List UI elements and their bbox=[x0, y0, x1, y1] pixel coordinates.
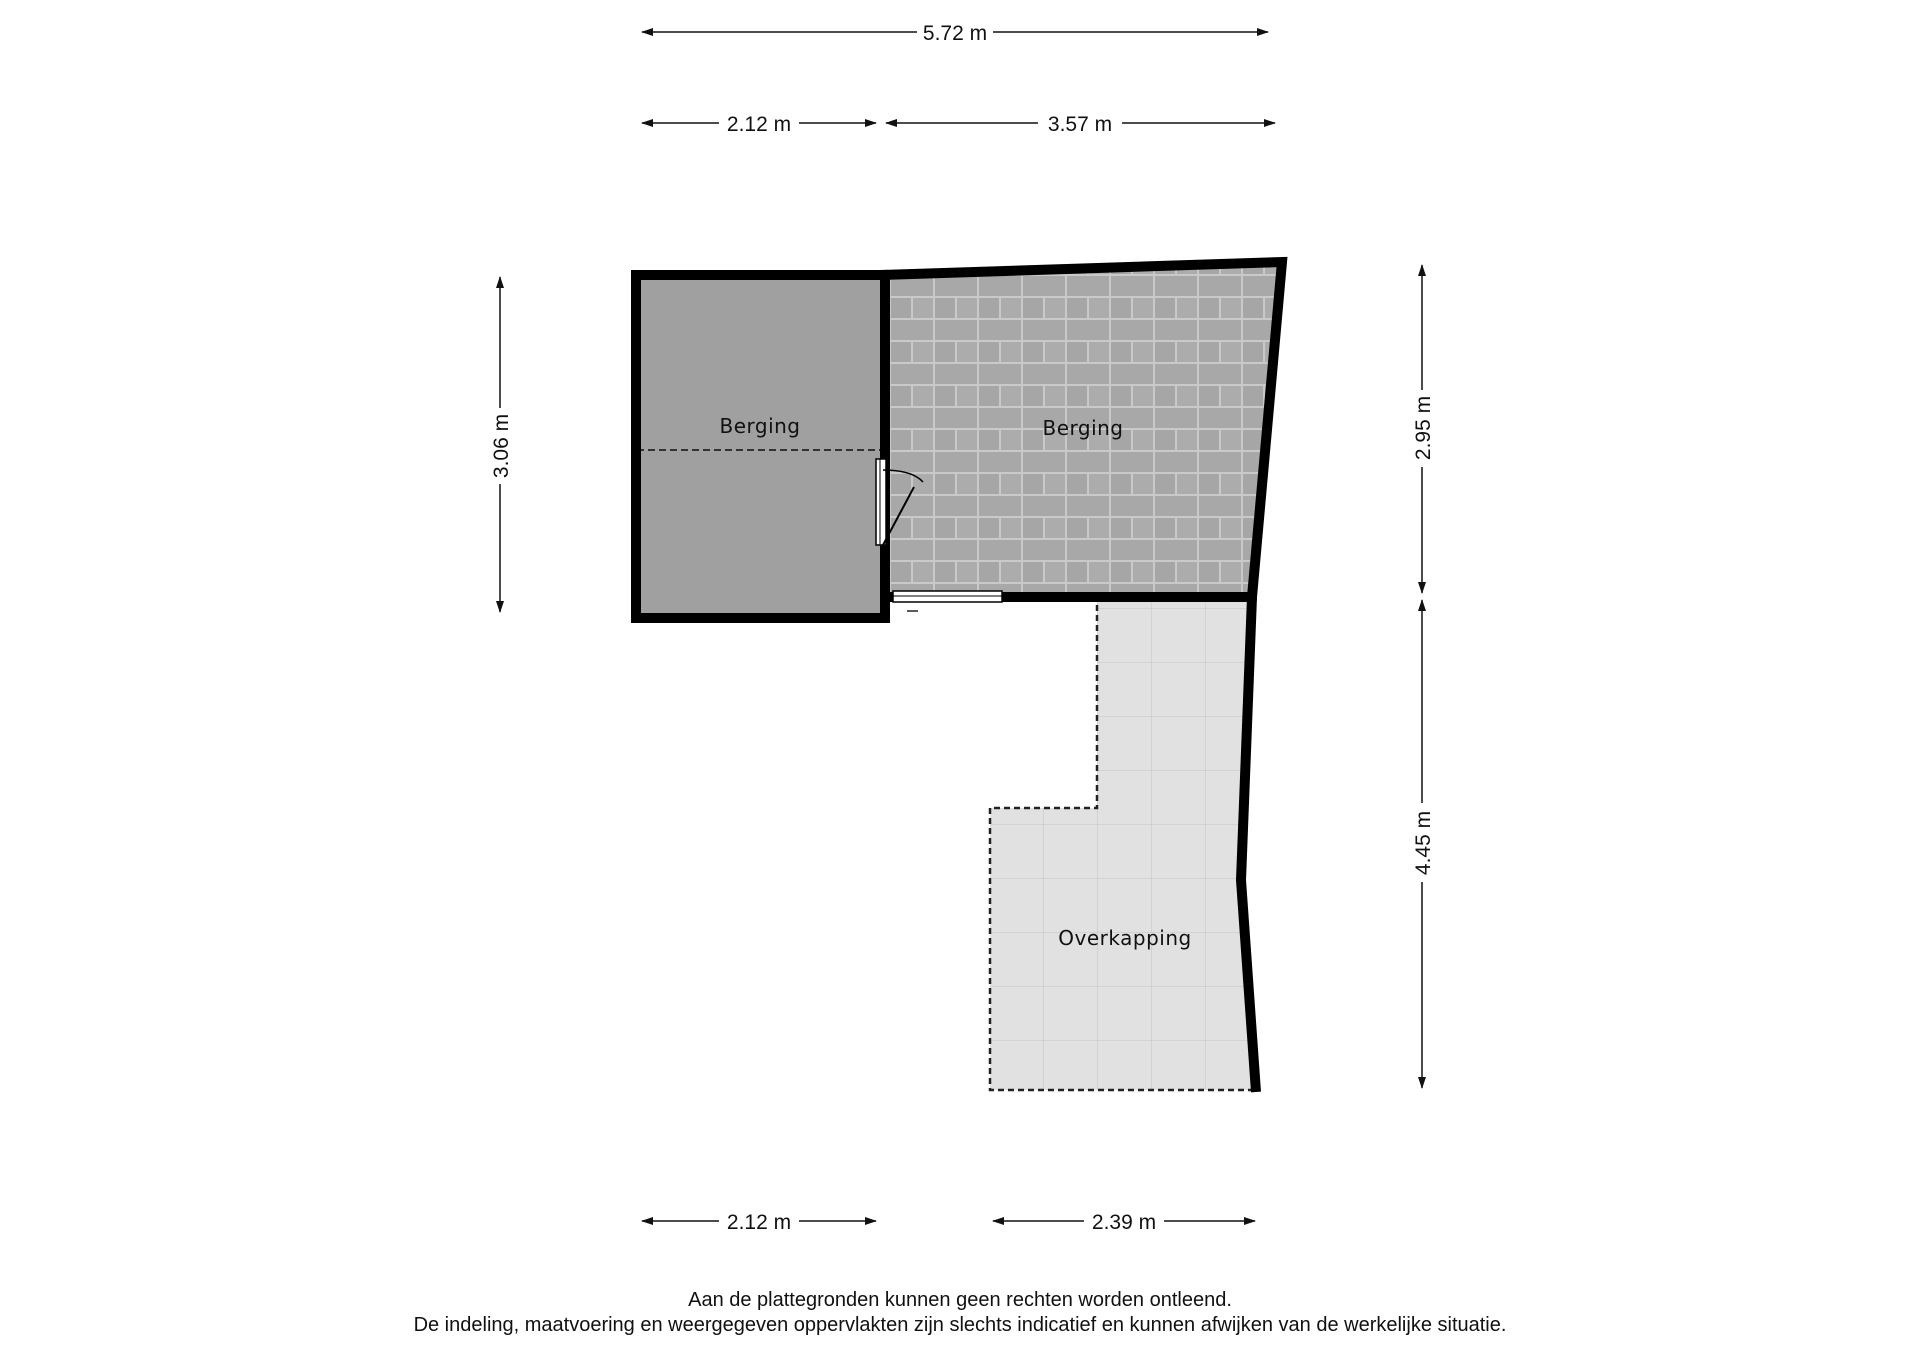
dim-left-height: 3.06 m bbox=[490, 413, 513, 479]
disclaimer-line-1: Aan de plattegronden kunnen geen rechten worden ontleend. bbox=[688, 1289, 1232, 1311]
wall-opening bbox=[893, 591, 1002, 611]
room-label-berging-right: Berging bbox=[1042, 416, 1124, 440]
disclaimer bbox=[0, 1288, 1920, 1338]
dim-right-upper: 2.95 m bbox=[1412, 395, 1435, 461]
dim-top-total: 5.72 m bbox=[922, 22, 988, 45]
dim-top-right: 3.57 m bbox=[1047, 113, 1113, 136]
dim-top-left: 2.12 m bbox=[726, 113, 792, 136]
overkapping-area bbox=[990, 601, 1256, 1090]
room-label-berging-left: Berging bbox=[719, 414, 801, 438]
dimension-lines bbox=[500, 32, 1422, 1221]
dim-right-lower: 4.45 m bbox=[1412, 810, 1435, 876]
dimension-labels bbox=[490, 22, 1435, 1234]
berging-left-area bbox=[637, 276, 880, 615]
room-label-overkapping: Overkapping bbox=[1058, 926, 1192, 950]
dim-bottom-left: 2.12 m bbox=[726, 1211, 792, 1234]
dim-bottom-right: 2.39 m bbox=[1091, 1211, 1157, 1234]
disclaimer-line-2: De indeling, maatvoering en weergegeven oppervlakten zijn slechts indicatief en kunnen afwijken van de werkelijke situatie. bbox=[413, 1314, 1507, 1336]
